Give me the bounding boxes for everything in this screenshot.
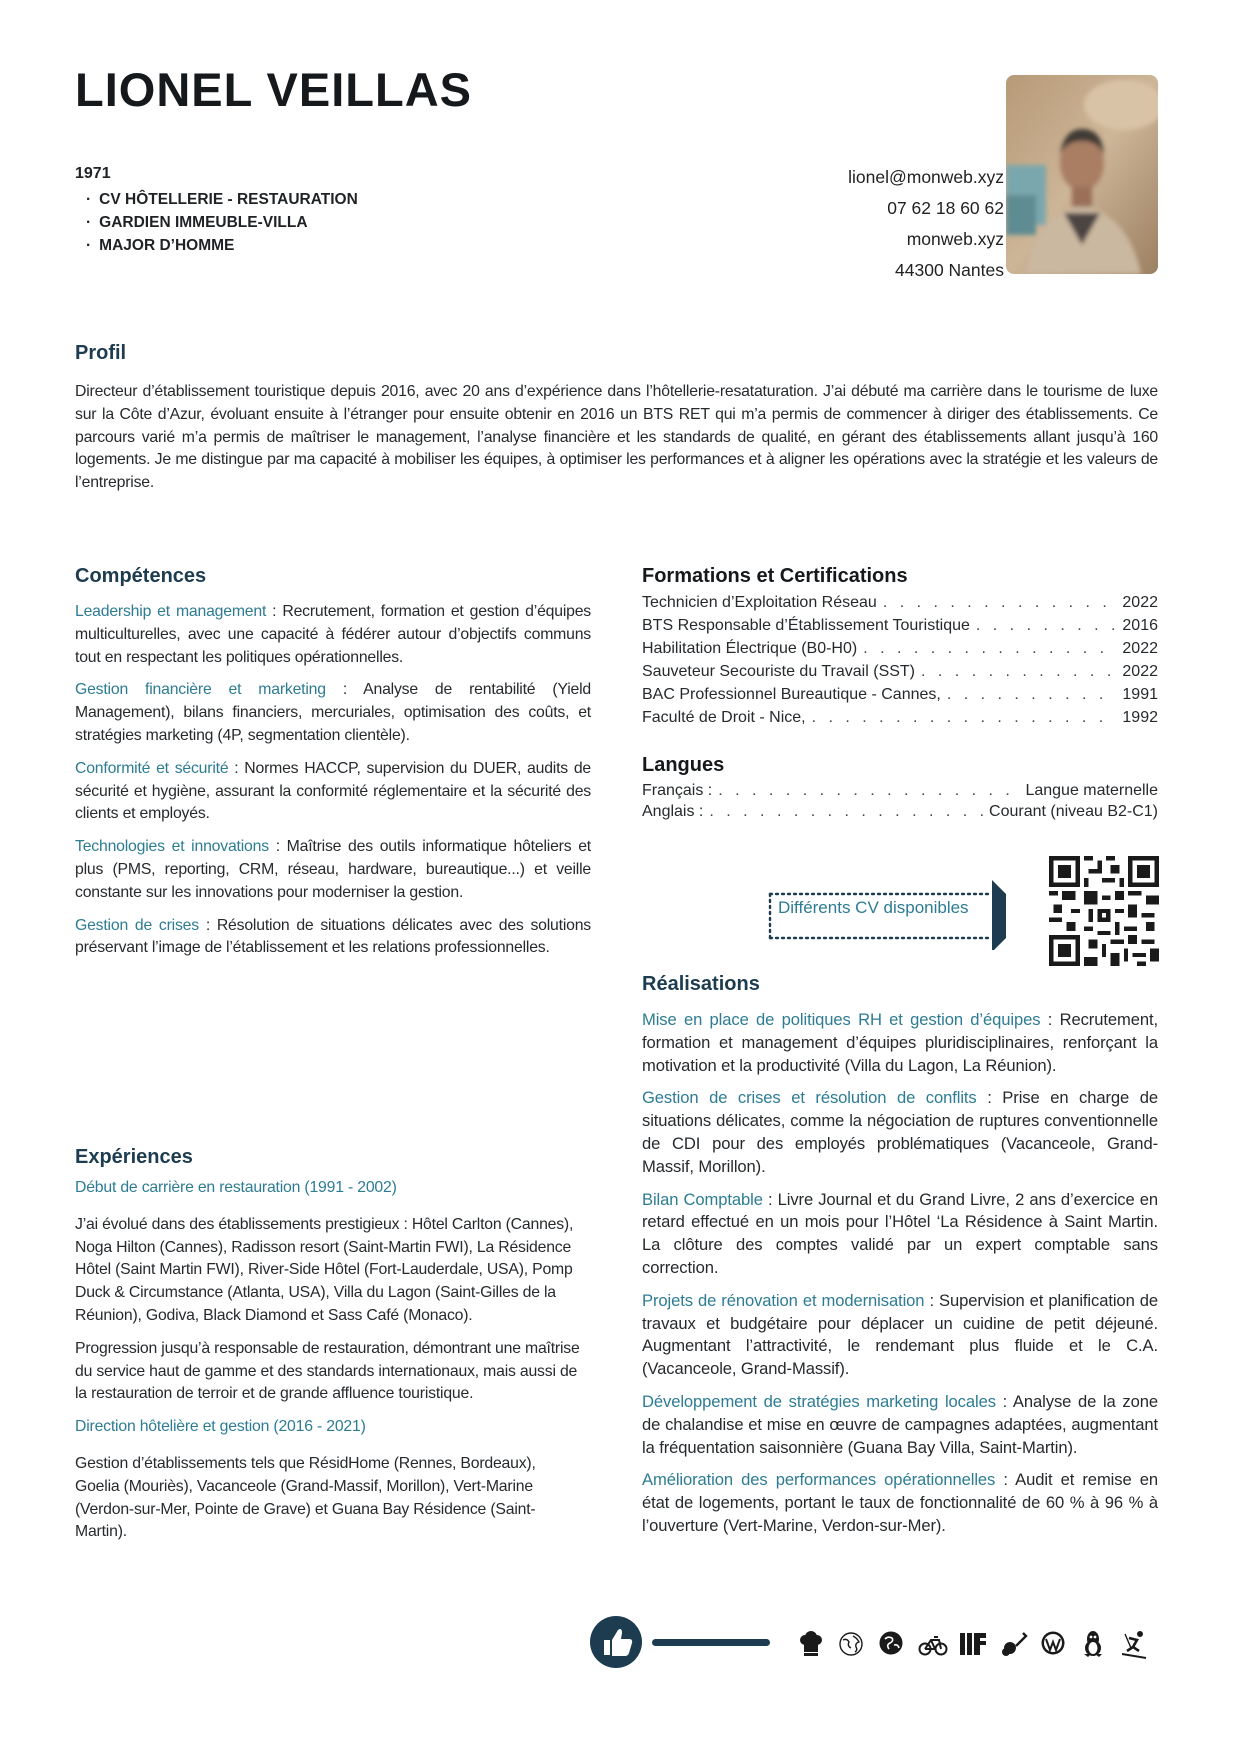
section-heading-formations: Formations et Certifications	[642, 565, 908, 587]
profil-text: Directeur d’établissement touristique depuis 2016, avec 20 ans d’expérience dans l’hôtellerie-resataturation. J’ai débuté ma carrière dans le tourisme de luxe sur la Côte d’Azur, évoluant ensuite à l’étranger pour ensuite obtenir en 2016 un BTS RET qui m’a permis de commencer à diriger des établissements. Ce parcours varié m’a permis de maîtriser le management, l’analyse financière et les standards de qualité, en gérant des établissements allant jusqu’à 160 logements. Je me distingue par ma capacité à mobiliser les équipes, à optimiser les performances et à aligner les opérations avec la stratégie et les valeurs de l’entreprise.	[75, 383, 1158, 492]
experience-paragraph: Gestion d’établissements tels que RésidHome (Rennes, Bordeaux), Goelia (Mouriès), Vacanceole (Grand-Massif, Morillon), Vert-Marine (Verdon-sur-Mer, Pointe de Grave) et Guana Bay Résidence (Saint-Martin).	[75, 1454, 536, 1541]
cv-link-label[interactable]: Différents CV disponibles	[778, 898, 969, 917]
hobbies-bar	[589, 1615, 1169, 1676]
bicycle-icon	[920, 1637, 947, 1655]
birth-year: 1971	[75, 165, 111, 182]
section-heading-competences: Compétences	[75, 565, 207, 587]
address: 44300 Nantes	[895, 260, 1004, 280]
langue-row	[642, 801, 1158, 822]
website-link[interactable]: monweb.xyz	[906, 229, 1004, 249]
thumbs-up-icon	[590, 1616, 642, 1668]
experience-title: Début de carrière en restauration (1991 - 2002)	[75, 1179, 397, 1196]
competence-item	[75, 758, 591, 826]
realisation-text: : Analyse de la zone de chalandise et mise en œuvre de campagnes adaptées, augmentant la fréquentation saisonnière (Guana Bay Villa, Saint-Martin).	[642, 1391, 1158, 1457]
competence-item	[75, 836, 591, 904]
competence-text: : Recrutement, formation et gestion d’équipes multiculturelles, avec une capacité à fédérer autour d’objectifs communs tout en respectant les politiques opérationnelles.	[75, 603, 592, 666]
section-heading-langues: Langues	[642, 754, 725, 776]
realisation-title: Gestion de crises et résolution de conflits	[642, 1088, 977, 1108]
formation-year: 1991	[1122, 686, 1158, 703]
formation-label: Faculté de Droit - Nice,	[642, 709, 806, 726]
langue-label: Anglais :	[642, 803, 704, 820]
realisation-item	[642, 1469, 1158, 1537]
competence-item	[75, 915, 591, 961]
langues-list	[642, 780, 1158, 822]
realisation-item	[642, 1290, 1158, 1381]
email-link[interactable]: lionel@monweb.xyz	[848, 167, 1004, 187]
formations-list	[642, 591, 1158, 729]
competence-text: : Normes HACCP, supervision du DUER, audits de sécurité et hygiène, assurant la conformité réglementaire et la sécurité des clients et employés.	[75, 759, 591, 823]
langue-label: Français :	[642, 782, 713, 799]
langue-row	[642, 780, 1158, 801]
job-title: · CV HÔTELLERIE - RESTAURATION	[86, 188, 358, 211]
realisations-list	[642, 1009, 1158, 1548]
realisation-text: : Livre Journal et du Grand Livre, 2 ans d’exercice en retard effectué en un mois pour l’Hôtel ‘La Résidence à Saint Martin. La clôture des comptes validé par un expert comptable sans correction.	[642, 1189, 1158, 1277]
formation-label: Sauveteur Secouriste du Travail (SST)	[642, 663, 916, 680]
section-heading-realisations: Réalisations	[642, 973, 760, 995]
formation-year: 2016	[1122, 617, 1158, 634]
realisation-title: Développement de stratégies marketing locales	[642, 1391, 996, 1411]
competence-text: : Maîtrise des outils informatique hôteliers et plus (PMS, reporting, CRM, réseau, hardware, bureautique...) et veille constante sur les innovations pour moderniser la gestion.	[75, 838, 591, 901]
langue-level: Courant (niveau B2-C1)	[989, 803, 1158, 820]
competence-title: Gestion de crises	[75, 916, 199, 934]
formation-year: 2022	[1122, 663, 1158, 680]
contact-block	[848, 162, 1004, 286]
realisation-title: Amélioration des performances opérationnelles	[642, 1470, 996, 1490]
realisation-item	[642, 1087, 1158, 1178]
competence-text: : Résolution de situations délicates avec des solutions préservant l’image de l’établissement et les relations professionnelles.	[75, 916, 592, 957]
realisation-item	[642, 1009, 1158, 1077]
profile-photo	[1006, 75, 1158, 274]
wordpress-icon	[1042, 1632, 1065, 1655]
realisation-title: Bilan Comptable	[642, 1189, 763, 1209]
formation-label: BTS Responsable d’Établissement Touristique	[642, 617, 970, 634]
formation-row	[642, 660, 1158, 683]
realisation-text: : Prise en charge de situations délicates, comme la négociation de ruptures conventionnelle de CDI pour des employés problématiques (Vacanceole, Grand-Massif, Morillon).	[642, 1088, 1158, 1176]
langue-level: Langue maternelle	[1025, 782, 1158, 799]
chef-hat-icon	[800, 1631, 822, 1656]
linux-icon	[1084, 1631, 1102, 1657]
competence-title: Conformité et sécurité	[75, 759, 229, 777]
skiing-icon	[1122, 1631, 1146, 1658]
guitar-icon	[1002, 1633, 1026, 1656]
job-title: · GARDIEN IMMEUBLE-VILLA	[86, 211, 358, 234]
formation-label: Habilitation Électrique (B0-H0)	[642, 640, 858, 657]
realisation-text: : Recrutement, formation et management d’équipes pluridisciplinaires, renforçant la motivation et la productivité (Villa du Lagon, La Réunion).	[642, 1010, 1158, 1075]
competence-text: : Analyse de rentabilité (Yield Management), bilans financiers, mercuriales, optimisation des coûts, et stratégies marketing (4P, segmentation clientèle).	[75, 681, 591, 744]
globe-icon	[880, 1632, 902, 1654]
section-heading-experiences: Expériences	[75, 1146, 193, 1168]
formation-label: BAC Professionnel Bureautique - Cannes,	[642, 686, 941, 703]
realisation-item	[642, 1189, 1158, 1280]
realisation-title: Mise en place de politiques RH et gestion d’équipes	[642, 1010, 1041, 1029]
person-name: LIONEL VEILLAS	[75, 63, 472, 116]
world-map-icon	[840, 1633, 862, 1655]
formation-row	[642, 591, 1158, 614]
competence-title: Technologies et innovations	[75, 838, 269, 856]
formation-year: 2022	[1122, 640, 1158, 657]
realisation-text: : Audit et remise en état de logements, portant le taux de fonctionnalité de 60 % à 96 % à l’ouverture (Vert-Marine, Verdon-sur-Mer).	[642, 1470, 1158, 1535]
job-title: · MAJOR D’HOMME	[86, 234, 358, 257]
competence-title: Leadership et management	[75, 603, 267, 620]
experience-paragraph: Progression jusqu’à responsable de restauration, démontrant une maîtrise du service haut de gamme et des standards internationaux, mais aussi de la restauration de terroir et de grande affluence touristique.	[75, 1339, 580, 1403]
competence-item	[75, 679, 591, 747]
formation-row	[642, 683, 1158, 706]
realisation-text: : Supervision et planification de travaux et budgétaire pour déplacer un cuidine de petit déjeuné. Augmentant l’attractivité, le rendemant plus fluide et le C.A.(Vacanceole, Grand-Massif).	[642, 1290, 1158, 1379]
experience-title: Direction hôtelière et gestion (2016 - 2021)	[75, 1418, 366, 1436]
formation-year: 1992	[1122, 709, 1158, 726]
realisation-item	[642, 1391, 1158, 1459]
formation-label: Technicien d’Exploitation Réseau	[642, 594, 877, 611]
formation-year: 2022	[1122, 594, 1158, 611]
fitness-icon	[960, 1633, 986, 1655]
phone-number[interactable]: 07 62 18 60 62	[887, 198, 1004, 218]
competence-item	[75, 601, 591, 669]
formation-row	[642, 614, 1158, 637]
realisation-title: Projets de rénovation et modernisation	[642, 1290, 925, 1310]
job-titles	[86, 188, 358, 257]
qr-code[interactable]	[1049, 856, 1159, 966]
competences-list	[75, 601, 591, 970]
formation-row	[642, 637, 1158, 660]
section-heading-profil: Profil	[75, 342, 127, 364]
cv-link[interactable]	[766, 888, 992, 930]
experience-paragraph: J’ai évolué dans des établissements prestigieux : Hôtel Carlton (Cannes), Noga Hilton (Cannes), Radisson resort (Saint-Martin FWI), La Résidence Hôtel (Saint Martin FWI), River-Side Hôtel (Fort-Lauderdale, USA), Pomp Duck & Circumstance (Atlanta, USA), Villa du Lagon (Saint-Gilles de la Réunion), Godiva, Black Diamond et Sass Café (Monaco).	[75, 1215, 574, 1324]
formation-row	[642, 706, 1158, 729]
competence-title: Gestion financière et marketing	[75, 681, 326, 699]
experiences-list	[75, 1177, 591, 1554]
